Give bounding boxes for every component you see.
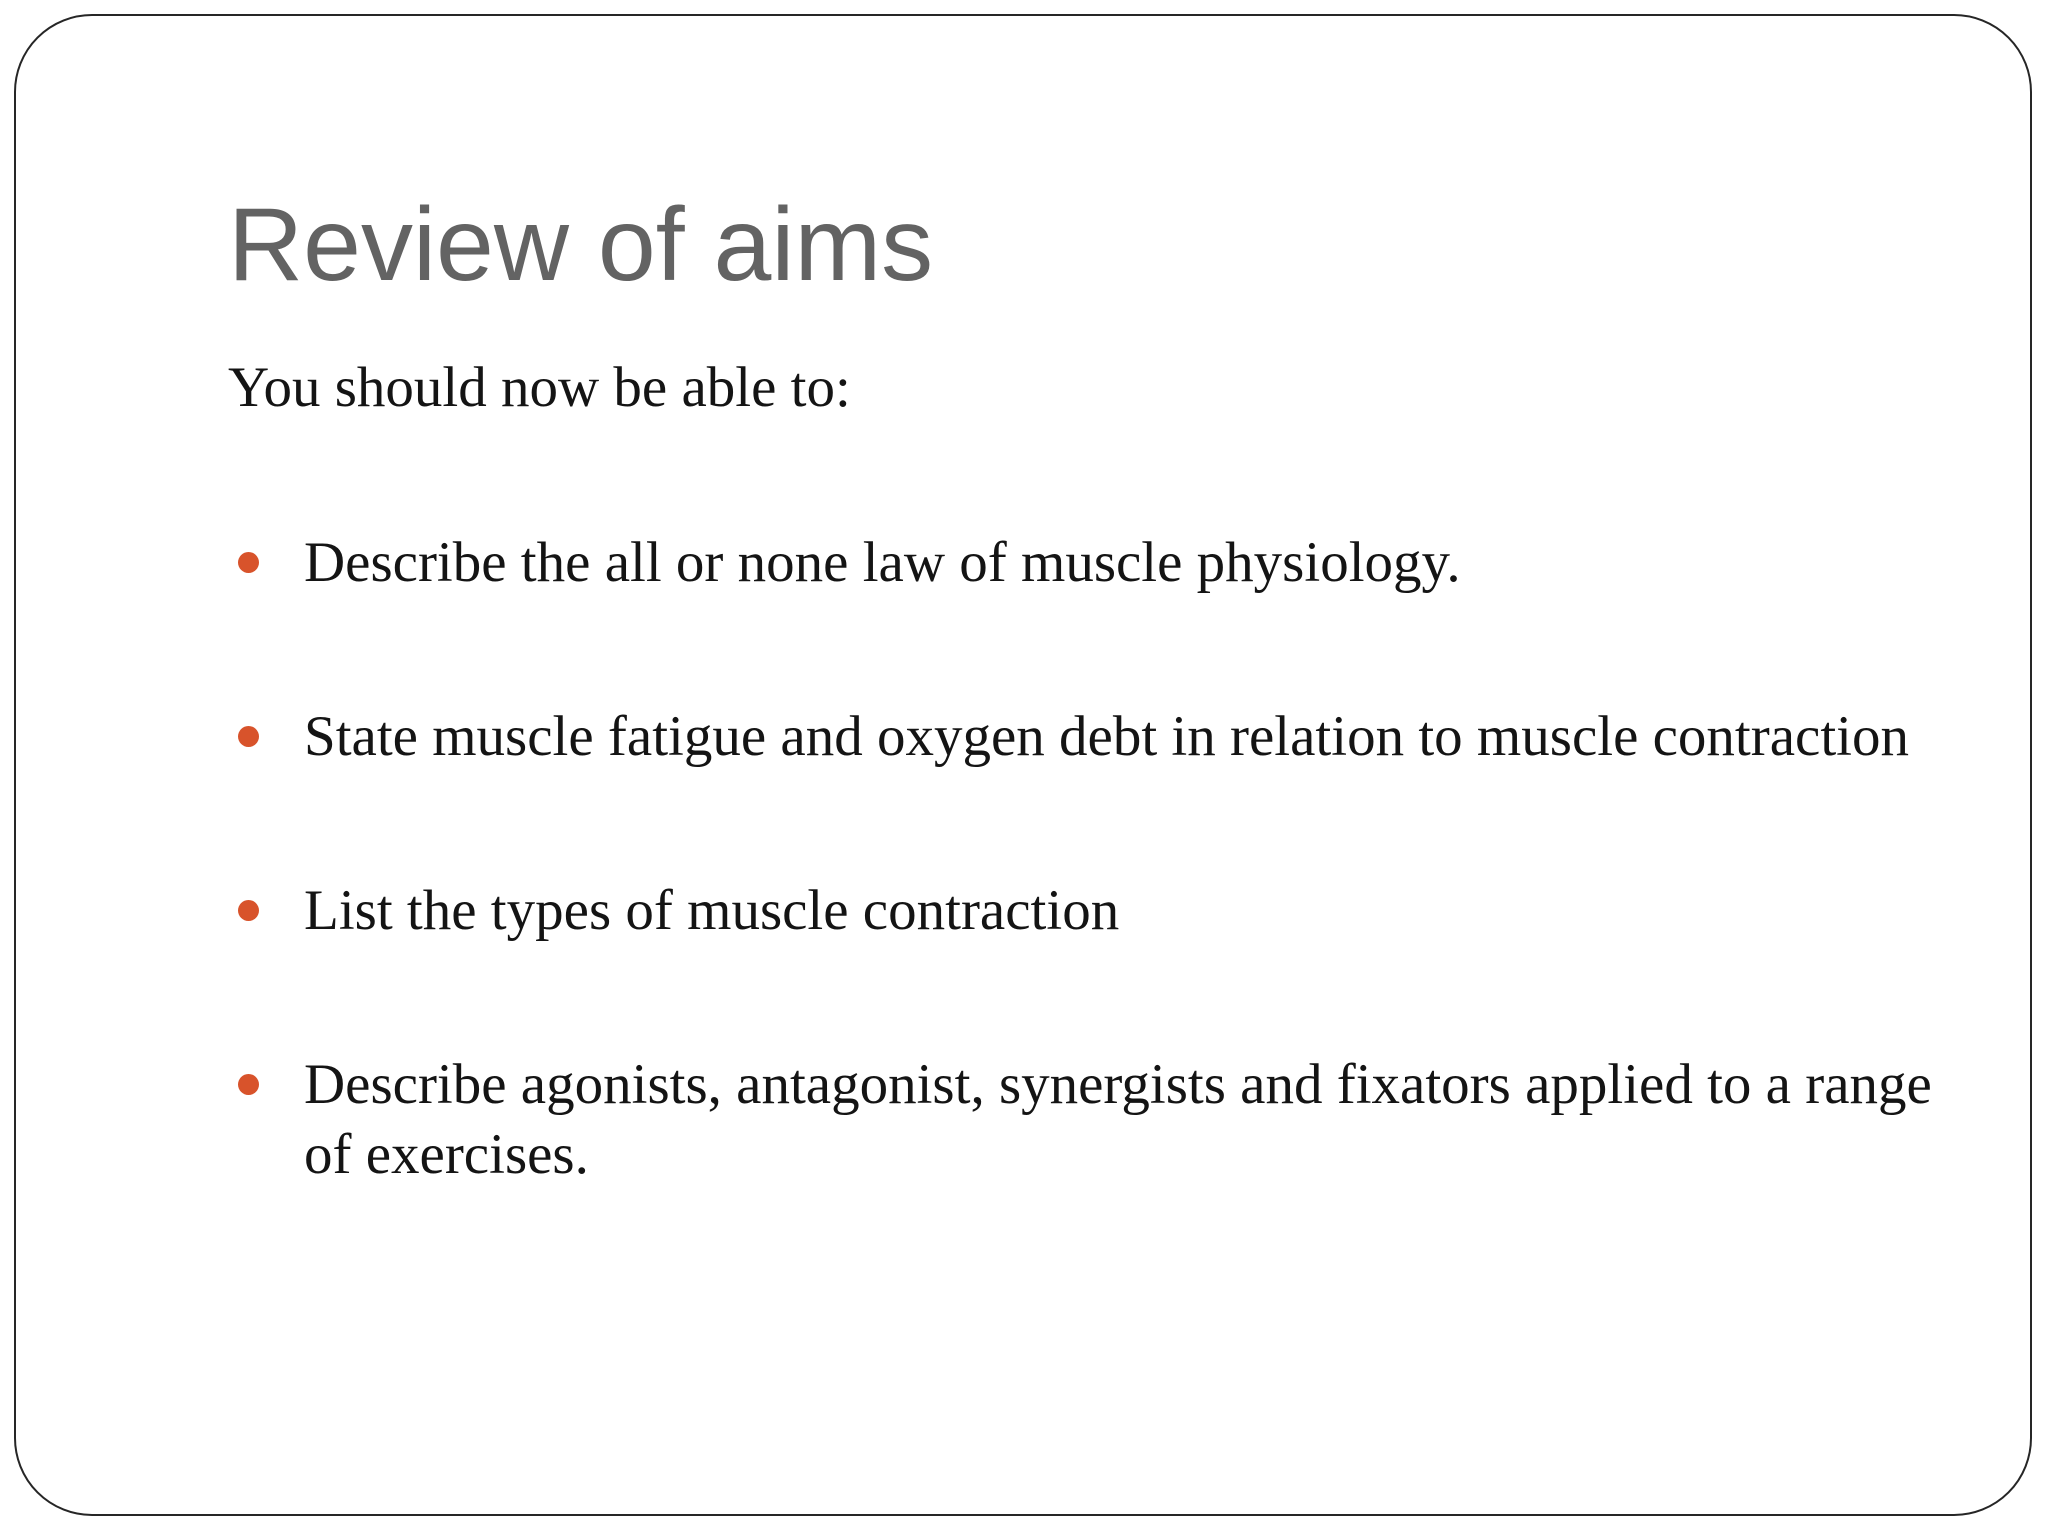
slide-intro: You should now be able to: (228, 356, 851, 419)
aims-list (228, 528, 1988, 1190)
aim-item (228, 1050, 1988, 1190)
bullet-dot-icon (238, 726, 259, 747)
aim-text: Describe the all or none law of muscle physiology. (304, 531, 1461, 594)
aim-text: Describe agonists, antagonist, synergists and fixators applied to a range of exercises. (304, 1053, 1932, 1186)
aim-text: State muscle fatigue and oxygen debt in relation to muscle contraction (304, 705, 1910, 768)
aim-item (228, 528, 1988, 598)
bullet-dot-icon (238, 552, 259, 573)
aim-item (228, 876, 1988, 946)
aim-item (228, 702, 1988, 772)
bullet-dot-icon (238, 1074, 259, 1095)
aim-text: List the types of muscle contraction (304, 879, 1120, 942)
bullet-dot-icon (238, 900, 259, 921)
slide (14, 14, 2032, 1516)
slide-title: Review of aims (228, 187, 934, 303)
